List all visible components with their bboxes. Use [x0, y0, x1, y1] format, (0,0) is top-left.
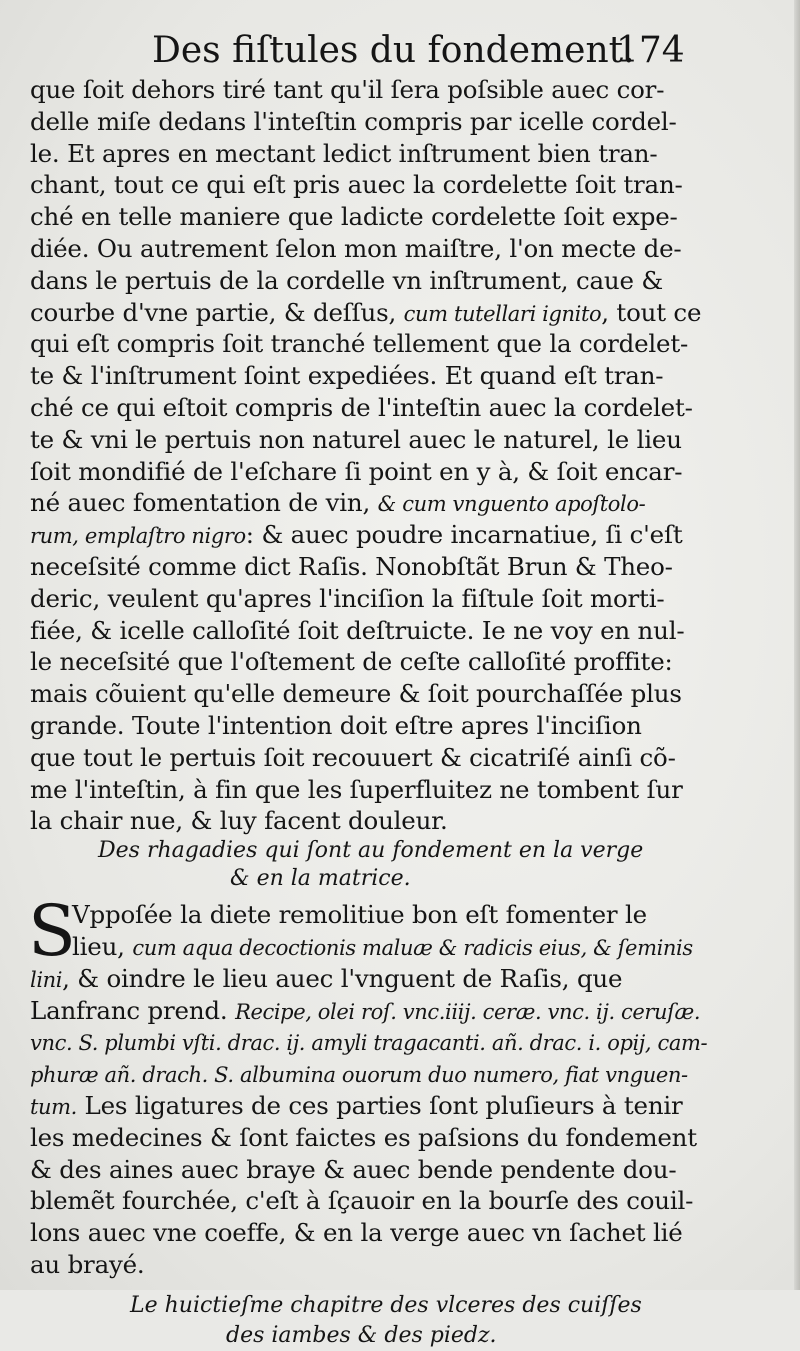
roman-run: né auec fomentation de vin, — [30, 488, 378, 518]
roman-run: : & auec poudre incarnatiue, ſi c'eſt — [245, 520, 683, 550]
text-line: le neceſsité que l'oſtement de ceſte calloſité proffite: — [30, 647, 673, 677]
text-line: chant, tout ce qui eſt pris auec la cordelette ſoit tran- — [30, 170, 683, 200]
drop-capital: S — [28, 890, 76, 973]
roman-run: au brayé. — [30, 1249, 145, 1279]
text-line: deric, veulent qu'apres l'inciſion la fiſtule ſoit morti- — [30, 583, 665, 613]
roman-run: , & oindre le lieu auec l'vnguent de Raſis, que — [62, 963, 623, 993]
chapter-heading-line: des iambes & des piedz. — [226, 1322, 497, 1348]
roman-run: , tout ce — [601, 297, 702, 327]
italic-run: & cum vnguento apoſtolo- — [377, 492, 646, 517]
text-line: neceſsité comme dict Raſis. Nonobſtãt Brun & Theo- — [30, 551, 673, 581]
text-line: diée. Ou autrement ſelon mon maiſtre, l'on mecte de- — [30, 233, 682, 263]
text-line: le. Et apres en mectant ledict inſtrument bien tran- — [30, 138, 658, 168]
text-line — [30, 1249, 770, 1281]
italic-run: cum tutellari ignito — [403, 301, 602, 326]
text-line — [30, 931, 770, 963]
text-line: te & l'inſtrument ſoint expediées. Et quand eſt tran- — [30, 361, 664, 391]
text-line — [30, 1090, 770, 1122]
section-subheading — [30, 837, 770, 893]
italic-run: tum. — [30, 1094, 77, 1119]
text-line — [30, 1154, 770, 1186]
roman-run: blemẽt fourchée, c'eſt à ſçauoir en la bourſe des couil- — [30, 1186, 694, 1216]
roman-run: lons auec vne coeffe, & en la verge auec vn ſachet lié — [30, 1218, 683, 1248]
italic-run: rum, emplaſtro nigro — [30, 524, 246, 549]
text-line — [30, 1217, 770, 1249]
text-line — [30, 1026, 770, 1058]
text-line: grande. Toute l'intention doit eſtre apres l'inciſion — [30, 710, 642, 740]
text-line: ché ce qui eſtoit compris de l'inteſtin auec la cordelet- — [30, 392, 693, 422]
page-number: 174 — [616, 30, 685, 71]
paragraph-2 — [28, 890, 770, 1281]
roman-run: lieu, — [72, 931, 133, 961]
running-title: Des fiſtules du fondement. — [152, 30, 635, 71]
text-line: ſoit mondifié de l'eſchare ſi point en y à, & ſoit encar- — [30, 456, 683, 486]
text-line — [30, 519, 770, 551]
text-line: delle miſe dedans l'inteſtin compris par icelle cordel- — [30, 106, 677, 136]
text-line — [30, 1058, 770, 1090]
text-line: mais cõuient qu'elle demeure & ſoit pourchaſſée plus — [30, 679, 682, 709]
text-line — [30, 963, 770, 995]
main-text — [30, 74, 770, 1351]
text-line — [30, 487, 770, 519]
italic-run: lini — [30, 967, 63, 992]
running-head — [0, 28, 800, 74]
text-line — [30, 995, 770, 1027]
text-line — [30, 297, 770, 329]
text-line: que tout le pertuis ſoit recouuert & cicatriſé ainſi cõ- — [30, 742, 676, 772]
italic-run: cum aqua decoctionis maluæ & radicis eius, & ſeminis — [132, 935, 693, 960]
roman-run: Lanfranc prend. — [30, 995, 236, 1025]
paragraph-1 — [30, 74, 770, 837]
chapter-heading — [30, 1291, 770, 1351]
roman-run: & des aines auec braye & auec bende pendente dou- — [30, 1154, 677, 1184]
roman-run: courbe d'vne partie, & deſſus, — [30, 297, 404, 327]
text-line — [30, 899, 770, 931]
roman-run: les medecines & ſont faictes es paſsions du fondement — [30, 1122, 697, 1152]
text-line: te & vni le pertuis non naturel auec le naturel, le lieu — [30, 424, 682, 454]
subheading-line: & en la matrice. — [230, 866, 411, 892]
text-line: ché en telle maniere que ladicte cordelette ſoit expe- — [30, 202, 678, 232]
chapter-heading-line: Le huictieſme chapitre des vlceres des cuiſſes — [130, 1292, 642, 1318]
text-line: me l'inteſtin, à fin que les ſuperfluitez ne tombent ſur — [30, 774, 683, 804]
text-line: que ſoit dehors tiré tant qu'il ſera poſsible auec cor- — [30, 75, 665, 104]
roman-run: Les ligatures de ces parties ſont pluſieurs à tenir — [76, 1090, 683, 1120]
italic-run: vnc. S. plumbi vſti. drac. ij. amyli tragacanti. añ. drac. i. opij, cam- — [30, 1031, 708, 1056]
italic-run: phuræ añ. drach. S. albumina ouorum duo numero, fiat vnguen- — [30, 1063, 688, 1088]
text-line: la chair nue, & luy facent douleur. — [30, 806, 448, 836]
text-line: qui eſt compris ſoit tranché tellement que la cordelet- — [30, 329, 689, 359]
italic-run: Recipe, olei roſ. vnc.iiij. ceræ. vnc. ij. ceruſæ. — [235, 999, 701, 1024]
roman-run: Vppoſée la diete remolitiue bon eſt fomenter le — [72, 900, 647, 930]
subheading-line: Des rhagadies qui ſont au fondement en la verge — [98, 838, 644, 864]
text-line: fiée, & icelle calloſité ſoit deſtruicte. Ie ne voy en nul- — [30, 615, 685, 645]
text-line — [30, 1122, 770, 1154]
text-line: dans le pertuis de la cordelle vn inſtrument, caue & — [30, 265, 663, 295]
page-edge-shadow — [794, 0, 800, 1290]
text-line — [30, 1185, 770, 1217]
